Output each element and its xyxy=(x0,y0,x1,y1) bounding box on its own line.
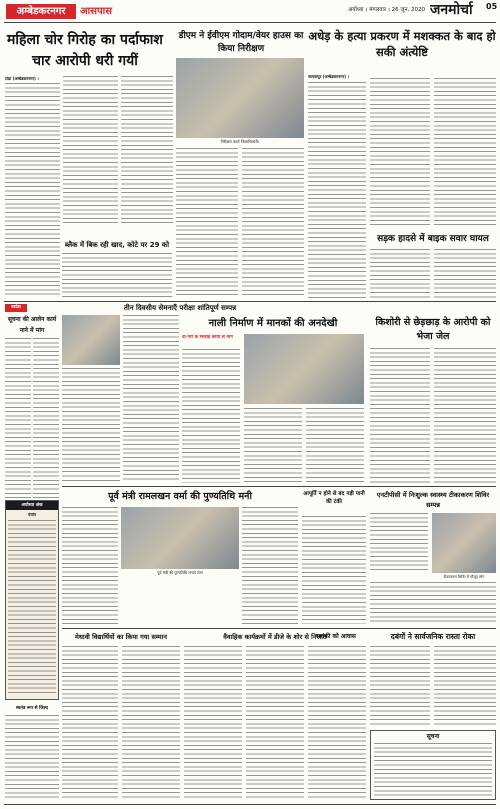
story-13-headline: मेधावी विद्यार्थियों का किया गया सम्मान xyxy=(75,633,167,641)
masthead-rule xyxy=(4,22,496,23)
story-1-body-col3 xyxy=(121,76,173,226)
story-2-body-col2 xyxy=(242,148,304,298)
story-14-headline: वैवाहिक कार्यक्रमों में डीजे के शोर से निजात xyxy=(223,633,327,641)
story-8-body-col1 xyxy=(182,349,240,483)
story-7-body-col2 xyxy=(33,338,59,498)
story-5-headline: ब्लैक में बिक रही खाद, कोटे पर 29 को xyxy=(64,241,170,249)
story-2-headline: डीएम ने ईवीएम गोदाम/वेयर हाउस का किया निरीक्षण xyxy=(178,31,304,54)
divider-3 xyxy=(62,628,496,629)
notice-title: सूचना xyxy=(426,733,440,740)
story-4-body-col2 xyxy=(434,249,496,299)
info-box-sub: पंचांग xyxy=(27,512,37,517)
section-label-left: अम्बेडकरनगर xyxy=(6,4,76,19)
story-15-body xyxy=(308,646,366,801)
story-2-caption: निरीक्षण करते जिलाधिकारी। xyxy=(220,139,260,144)
section-label-right: आसपास xyxy=(80,6,113,17)
story-15-headline: सरांकी को आवास xyxy=(316,633,356,640)
story-12-caption: टीकाकरण शिविर में मौजूद लोग xyxy=(443,575,485,579)
story-18-headline: स्वतंत्र रूप से जिल्द xyxy=(16,706,48,711)
story-8-photo xyxy=(244,334,364,404)
story-12-body xyxy=(370,513,428,573)
notice-body xyxy=(374,743,492,797)
story-10-caption: पूर्व मंत्री की पुण्यतिथि मनाते लोग xyxy=(157,570,203,575)
story-8-headline: नाली निर्माण में मानकों की अनदेखी xyxy=(208,318,338,329)
story-9-body-col2 xyxy=(434,348,496,483)
divider-1 xyxy=(4,301,496,302)
story-10-headline: पूर्व मंत्री रामलखन वर्मा की पुण्यतिथि मनी xyxy=(108,491,252,502)
story-14-body-col2 xyxy=(246,646,304,801)
story-7-body-col1 xyxy=(5,338,31,498)
story-3-body-col2 xyxy=(370,78,430,228)
story-4-headline: सड़क हादसे में बाइक सवार घायल xyxy=(377,234,489,244)
story-8-body-col3 xyxy=(306,408,364,483)
story-2-photo xyxy=(176,58,304,138)
notice-box xyxy=(370,730,496,800)
story-6-body-col2 xyxy=(123,315,179,482)
story-8-body-col2 xyxy=(244,408,302,483)
story-16-headline: दबंगों ने सार्वजनिक रास्ता रोका xyxy=(390,632,476,641)
story-1-dateline: टांडा (अम्बेडकरनगर) । xyxy=(5,76,39,81)
story-13-body-col2 xyxy=(122,646,180,801)
story-18-body xyxy=(5,715,59,801)
story-4-body-col1 xyxy=(370,249,430,299)
story-5-body xyxy=(62,253,172,297)
story-11-headline: आपूर्ति न होने से बंद पड़ी पानी की टंकी xyxy=(303,491,365,505)
story-11-body xyxy=(302,516,366,624)
story-1-body-col2 xyxy=(63,76,118,226)
story-7-label: स्वदेश xyxy=(5,304,27,312)
story-9-body-col1 xyxy=(370,348,430,483)
story-7-headline: सूचना की आलेन कार्य नाने में मांग xyxy=(7,316,57,334)
info-box xyxy=(5,500,59,700)
story-2-body-col1 xyxy=(176,148,238,298)
story-3-dateline: जलालपुर (अम्बेडकरनगर) । xyxy=(308,74,349,79)
story-10-body-col2 xyxy=(242,507,298,625)
story-16-body-col1 xyxy=(370,646,430,726)
story-8-subhead: दो-पैरो के निकाह कार्यों से मांग xyxy=(182,335,233,340)
story-6-headline: तीन दिवसीय सेमनाएँ परीक्षा शांतिपूर्ण सम्पन्न xyxy=(123,304,237,312)
story-16-body-col2 xyxy=(434,646,496,726)
story-1-body-col1 xyxy=(5,83,60,298)
story-6-body-col1 xyxy=(62,368,120,482)
story-10-photo xyxy=(121,507,239,569)
story-3-body-col3 xyxy=(434,78,496,228)
divider-2 xyxy=(62,486,496,487)
footer-rule xyxy=(4,804,496,805)
story-12-headline: एनटीपीसी में निःशुल्क स्वास्थ्य टीकाकरण शिविर सम्पन्न xyxy=(376,491,490,509)
story-6-photo xyxy=(62,315,120,365)
story-3-body-col1 xyxy=(308,82,366,298)
page-number: 05 xyxy=(486,2,498,11)
masthead xyxy=(0,0,500,26)
story-9-headline: किशोरी से छेड़छाड़ के आरोपी को भेजा जेल xyxy=(375,317,491,342)
story-12-body-col2 xyxy=(370,582,496,624)
story-12-photo xyxy=(432,513,496,573)
story-3-headline: अधेड़ के हत्या प्रकरण में मशक्कत के बाद हो सकी अंत्येष्टि xyxy=(308,29,496,59)
masthead-meta: अयोध्या । मंगलवार । 26 जून, 2020 xyxy=(348,7,425,13)
story-1-headline: महिला चोर गिरोह का पर्दाफाश चार आरोपी धरी गयीं xyxy=(7,32,163,69)
story-14-body-col1 xyxy=(184,646,242,801)
story-10-body-col1 xyxy=(62,507,118,625)
info-box-body xyxy=(8,520,56,696)
brand-logo: जनमोर्चा xyxy=(430,2,473,18)
story-13-body-col1 xyxy=(62,646,118,801)
info-box-title: अयोध्या अंक xyxy=(6,501,58,510)
